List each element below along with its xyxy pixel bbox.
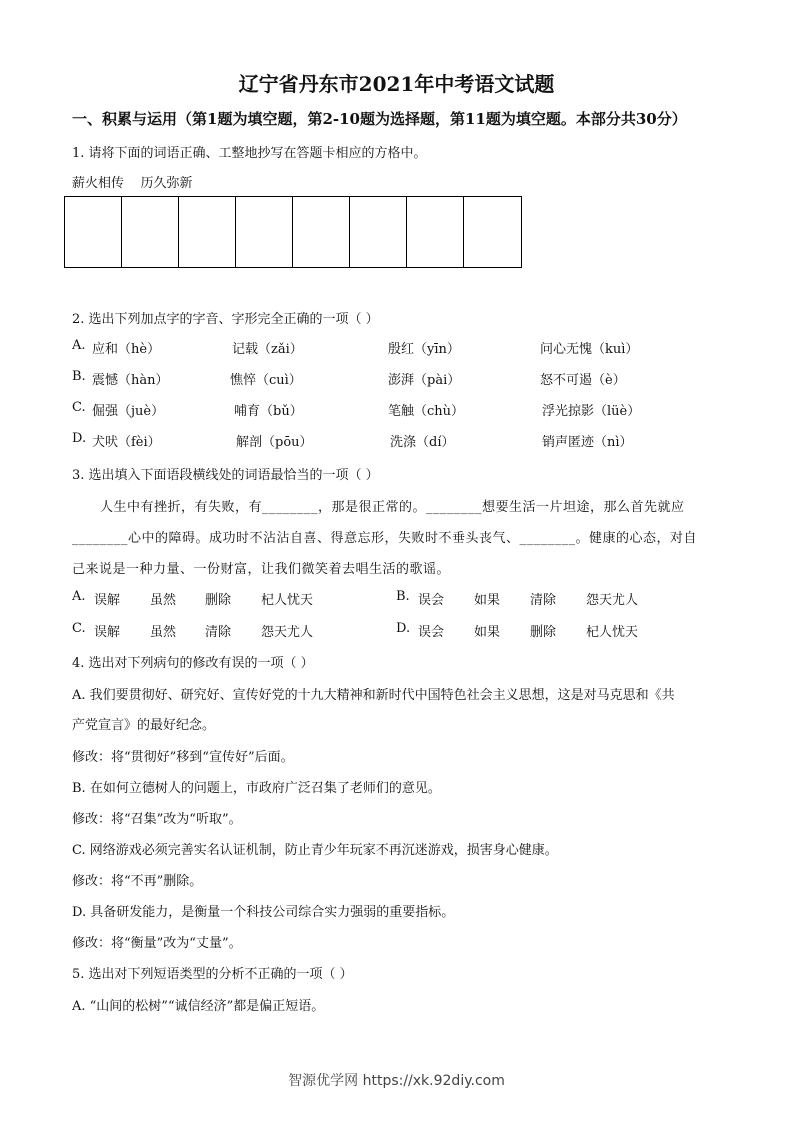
option-item: 清除 [530, 593, 557, 608]
grid-cell [236, 197, 293, 267]
option-item: 清除 [205, 625, 232, 640]
grid-cell [179, 197, 236, 267]
option-item: 怒不可遏（è） [540, 373, 626, 388]
passage-line: 人生中有挫折，有失败，有________，那是很正常的。________想要生活一片坦途，那么首先就应 [100, 500, 685, 515]
option-item: 问心无愧（kuì） [540, 342, 639, 357]
option-label: C. [72, 400, 86, 415]
option-label: D. [396, 621, 411, 636]
option-label: B. [396, 589, 410, 604]
grid-cell [65, 197, 122, 267]
option-item: 殷红（yīn） [388, 342, 460, 357]
option-item: 洗涤（dí） [390, 435, 455, 450]
grid-cell [350, 197, 407, 267]
option-item: 浮光掠影（lüè） [542, 404, 641, 419]
option-item: 怨天尤人 [586, 593, 639, 608]
option-item: 哺育（bǔ） [234, 404, 303, 419]
question-5-stem: 5. 选出对下列短语类型的分析不正确的一项（ ） [72, 967, 353, 982]
page-title: 辽宁省丹东市2021年中考语文试题 [238, 72, 555, 96]
option-item: 误解 [94, 593, 121, 608]
option-item: 如果 [474, 625, 501, 640]
option-item: 应和（hè） [92, 342, 161, 357]
passage-line: ________心中的障碍。成功时不沾沾自喜、得意忘形，失败时不垂头丧气、________。健康的心态，对自 [72, 531, 698, 546]
question-4-line: 修改：将“贯彻好”移到“宣传好”后面。 [72, 750, 294, 765]
grid-cell [122, 197, 179, 267]
grid-cell [407, 197, 464, 267]
option-item: 杞人忧天 [586, 625, 639, 640]
question-5-line: A. “山间的松树”“诚信经济”都是偏正短语。 [72, 999, 325, 1014]
option-item: 犬吠（fèi） [92, 435, 161, 450]
option-item: 虽然 [150, 625, 177, 640]
option-item: 如果 [474, 593, 501, 608]
option-item: 记载（zǎi） [232, 342, 303, 357]
option-item: 虽然 [150, 593, 177, 608]
option-item: 憔悴（cuì） [230, 373, 302, 388]
option-item: 误解 [94, 625, 121, 640]
question-4-line: B. 在如何立德树人的问题上，市政府广泛召集了老师们的意见。 [72, 781, 441, 796]
question-2-stem: 2. 选出下列加点字的字音、字形完全正确的一项（ ） [72, 312, 379, 327]
passage-line: 己来说是一种力量、一份财富，让我们微笑着去唱生活的歌谣。 [72, 562, 451, 577]
grid-cell [293, 197, 350, 267]
section-heading: 一、积累与运用（第1题为填空题，第2-10题为选择题，第11题为填空题。本部分共30分） [72, 110, 687, 128]
question-4-line: 修改：将“召集”改为“听取”。 [72, 812, 242, 827]
question-4-line: D. 具备研发能力，是衡量一个科技公司综合实力强弱的重要指标。 [72, 905, 455, 920]
option-label: C. [72, 621, 86, 636]
option-item: 误会 [418, 625, 445, 640]
option-item: 杞人忧天 [261, 593, 314, 608]
option-item: 倔强（juè） [92, 404, 165, 419]
question-4-line: C. 网络游戏必须完善实名认证机制，防止青少年玩家不再沉迷游戏，损害身心健康。 [72, 843, 558, 858]
option-label: D. [72, 431, 87, 446]
option-item: 澎湃（pài） [388, 373, 461, 388]
option-item: 笔触（chù） [388, 404, 465, 419]
question-4-line: A. 我们要贯彻好、研究好、宣传好党的十九大精神和新时代中国特色社会主义思想，这是对马克思和《共 [72, 688, 675, 703]
question-4-stem: 4. 选出对下列病句的修改有误的一项（ ） [72, 656, 314, 671]
question-3-stem: 3. 选出填入下面语段横线处的词语最恰当的一项（ ） [72, 468, 379, 483]
question-4-line: 修改：将“不再”删除。 [72, 874, 203, 889]
question-1-words: 薪火相传 历久弥新 [72, 176, 193, 191]
option-item: 删除 [205, 593, 232, 608]
option-item: 销声匿迹（nì） [542, 435, 633, 450]
footer-watermark: 智源优学网 https://xk.92diy.com [288, 1073, 505, 1089]
option-item: 误会 [418, 593, 445, 608]
option-item: 删除 [530, 625, 557, 640]
question-4-line: 产党宣言》的最好纪念。 [72, 718, 216, 733]
option-label: A. [72, 338, 86, 353]
question-4-line: 修改：将“衡量”改为“丈量”。 [72, 936, 242, 951]
option-label: A. [72, 589, 86, 604]
answer-grid [64, 196, 522, 268]
option-item: 怨天尤人 [261, 625, 314, 640]
option-item: 震憾（hàn） [92, 373, 169, 388]
option-item: 解剖（pōu） [236, 435, 313, 450]
question-1-stem: 1. 请将下面的词语正确、工整地抄写在答题卡相应的方格中。 [72, 146, 427, 161]
grid-cell [464, 197, 521, 267]
option-label: B. [72, 369, 86, 384]
